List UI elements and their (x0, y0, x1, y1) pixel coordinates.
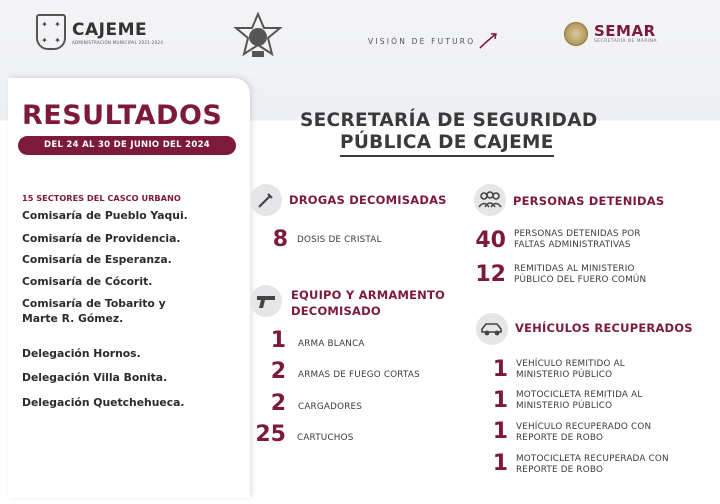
vision-de-futuro-logo (368, 33, 497, 49)
cajeme-logo (36, 14, 163, 50)
equipo-label: CARTUCHOS (297, 433, 354, 443)
sectors-heading: 15 SECTORES DEL CASCO URBANO (22, 193, 181, 203)
vehiculos-value: 1 (492, 357, 508, 382)
semar-logo-text: SEMAR (594, 22, 656, 40)
car-icon (476, 313, 508, 345)
location-item: Delegación Quetchehueca. (22, 396, 185, 409)
vehiculos-value: 1 (492, 451, 508, 476)
personas-label-line1: PERSONAS DETENIDAS POR (514, 229, 641, 239)
semar-logo-subtitle: SECRETARÍA DE MARINA (594, 39, 657, 44)
drogas-label: DOSIS DE CRISTAL (297, 235, 382, 245)
location-item: Delegación Villa Bonita. (22, 371, 168, 384)
location-item: Comisaría de Esperanza. (22, 253, 172, 266)
vehiculos-label-line1: VEHÍCULO REMITIDO AL (516, 359, 625, 369)
people-group-icon (474, 184, 506, 216)
equipo-value: 25 (255, 422, 286, 447)
personas-value: 40 (475, 228, 506, 253)
equipo-value: 2 (270, 359, 286, 384)
vehiculos-label (516, 422, 651, 444)
personas-value: 12 (475, 262, 506, 287)
semar-logo (564, 22, 657, 46)
main-title (300, 110, 597, 157)
cajeme-logo-text: CAJEME (72, 19, 148, 40)
cajeme-logo-subtitle: ADMINISTRACIÓN MUNICIPAL 2021-2024 (72, 39, 164, 45)
vision-logo-text: VISIÓN DE FUTURO (368, 36, 476, 46)
equipo-value: 2 (270, 391, 286, 416)
vehiculos-label (516, 390, 642, 412)
vehiculos-label (516, 359, 625, 381)
vehiculos-value: 1 (492, 419, 508, 444)
location-item: Comisaría de Pueblo Yaqui. (22, 209, 188, 222)
results-title: RESULTADOS (22, 100, 223, 131)
personas-label (514, 264, 646, 286)
vehiculos-label-line2: REPORTE DE ROBO (516, 433, 604, 443)
personas-label-line1: REMITIDAS AL MINISTERIO (514, 264, 635, 274)
semar-seal-icon (564, 22, 588, 46)
equipo-value: 1 (270, 328, 286, 353)
vehiculos-label-line2: MINISTERIO PÚBLICO (516, 370, 613, 380)
equipo-title-line1: EQUIPO Y ARMAMENTO (291, 288, 446, 302)
equipo-title (291, 287, 445, 319)
vehiculos-label-line1: MOTOCICLETA RECUPERADA CON (516, 454, 669, 464)
equipo-label: ARMA BLANCA (298, 339, 365, 349)
drogas-title: DROGAS DECOMISADAS (289, 193, 447, 207)
vehiculos-label-line1: MOTOCICLETA REMITIDA AL (516, 390, 643, 400)
equipo-label: CARGADORES (298, 402, 363, 412)
personas-title: PERSONAS DETENIDAS (513, 194, 665, 208)
equipo-title-line2: DECOMISADO (291, 304, 381, 318)
personas-label-line2: FALTAS ADMINISTRATIVAS (514, 240, 631, 250)
equipo-label: ARMAS DE FUEGO CORTAS (298, 370, 420, 380)
personas-label-line2: PÚBLICO DEL FUERO COMÚN (514, 275, 647, 285)
drogas-value: 8 (272, 227, 288, 252)
vehiculos-label-line2: REPORTE DE ROBO (516, 465, 604, 475)
pistol-icon (250, 285, 282, 317)
vision-arrow-icon (479, 33, 497, 49)
vehiculos-title: VEHÍCULOS RECUPERADOS (515, 321, 693, 335)
vehiculos-value: 1 (492, 388, 508, 413)
personas-label (514, 229, 641, 251)
vehiculos-label (516, 454, 669, 476)
location-item: Delegación Hornos. (22, 347, 141, 360)
main-title-line1: SECRETARÍA DE SEGURIDAD (300, 110, 598, 131)
location-item: Marte R. Gómez. (22, 312, 124, 325)
vehiculos-label-line2: MINISTERIO PÚBLICO (516, 401, 613, 411)
location-item: Comisaría de Cócorit. (22, 275, 153, 288)
location-item: Comisaría de Providencia. (22, 232, 181, 245)
syringe-icon (250, 184, 282, 216)
vehiculos-label-line1: VEHÍCULO RECUPERADO CON (516, 422, 652, 432)
cajeme-shield-icon: ✦ ✦ ✦ ✦ (36, 14, 66, 50)
location-item: Comisaría de Tobarito y (22, 297, 166, 310)
date-range-badge: DEL 24 AL 30 DE JUNIO DEL 2024 (18, 136, 236, 155)
police-star-badge-icon (232, 12, 284, 64)
main-title-line2: PÚBLICA DE CAJEME (340, 132, 554, 157)
